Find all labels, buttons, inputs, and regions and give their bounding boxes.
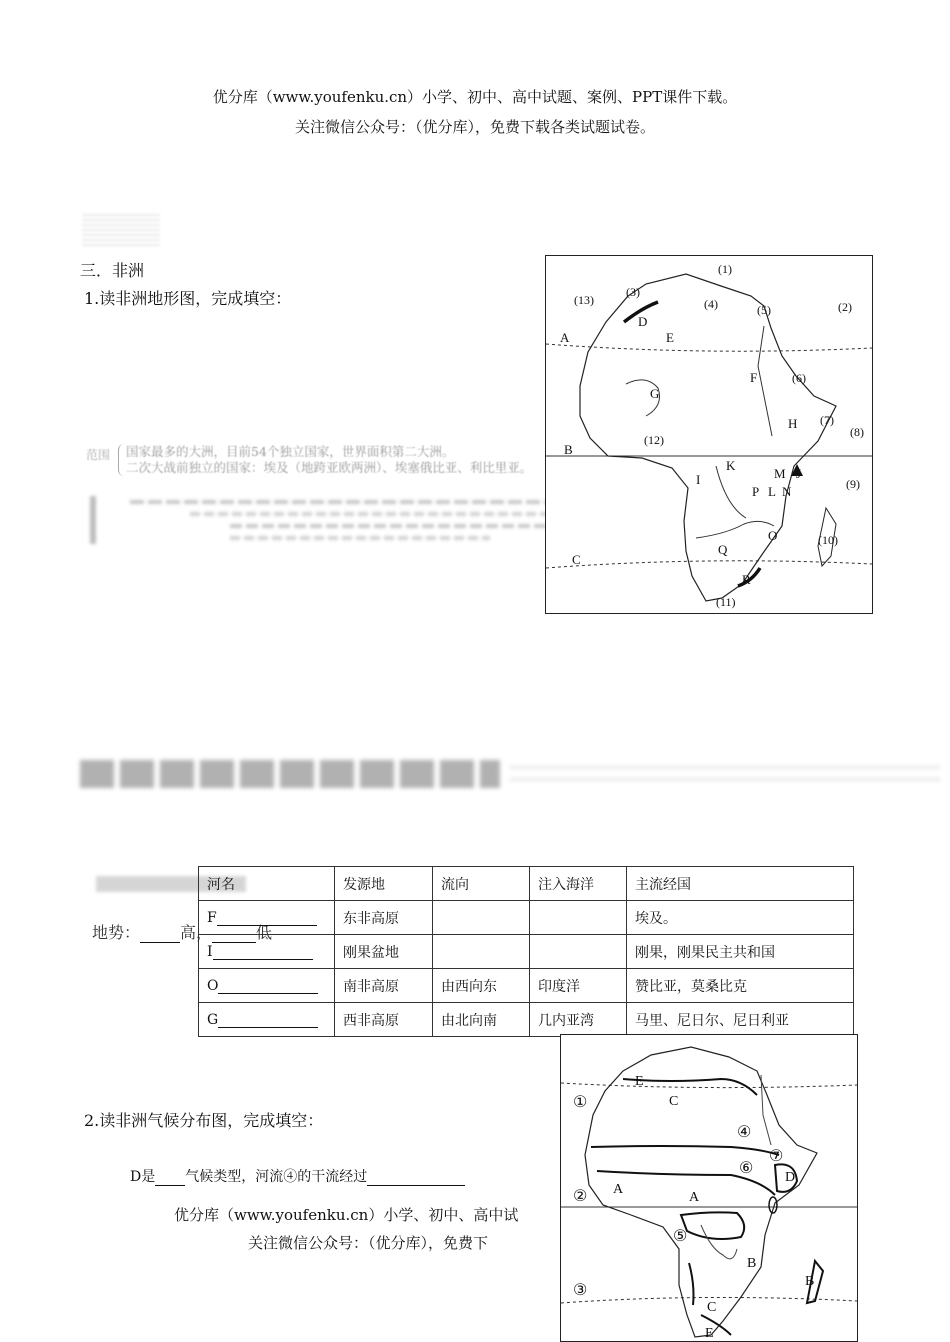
- q2-part-b: 气候类型，河流④的干流经过: [185, 1169, 368, 1185]
- scope-brace: [118, 444, 125, 476]
- map2-label-3: ③: [573, 1282, 588, 1299]
- table-row: [199, 1003, 854, 1037]
- map1-label-4: (4): [704, 297, 718, 311]
- map1-label-D: D: [638, 314, 648, 329]
- terrain-label: 地势：: [92, 923, 141, 942]
- map2-label-E2: E: [705, 1326, 714, 1341]
- map1-label-3: (3): [626, 285, 640, 299]
- map2-label-D: D: [785, 1170, 796, 1185]
- map1-label-13: (13): [574, 293, 594, 307]
- map1-label-J: J: [796, 466, 802, 481]
- river-name: G: [207, 1011, 219, 1028]
- river-direction: [433, 935, 530, 969]
- scope-line-1: 国家最多的大洲，目前54个独立国家，世界面积第二大洲。: [126, 444, 455, 459]
- river-name-cell: [199, 901, 335, 935]
- table-header-row: [199, 867, 854, 901]
- map1-label-H: H: [788, 416, 798, 431]
- map1-label-O: O: [768, 528, 778, 543]
- map2-label-5: ⑤: [673, 1228, 688, 1245]
- map2-label-A2: A: [689, 1190, 700, 1205]
- header-river-name: 河名: [199, 867, 335, 901]
- map1-label-A: A: [560, 330, 570, 345]
- table-row: [199, 969, 854, 1003]
- river-name-cell: [199, 969, 335, 1003]
- map1-label-5: (5): [757, 303, 771, 317]
- map1-label-P: P: [752, 484, 760, 499]
- map1-label-B: B: [564, 442, 573, 457]
- map1-label-6: (6): [792, 371, 806, 385]
- map2-label-6: ⑥: [739, 1160, 754, 1177]
- question-1-title: 1.读非洲地形图，完成填空：: [84, 289, 292, 308]
- river-ocean: 印度洋: [530, 969, 627, 1003]
- africa-climate-map: [560, 1034, 858, 1342]
- map1-label-N: N: [782, 484, 792, 499]
- scope-label: 范围: [86, 448, 111, 462]
- map1-label-11: (11): [716, 595, 736, 609]
- map1-label-M: M: [774, 466, 786, 481]
- map1-label-10: (10): [818, 533, 838, 547]
- faded-artifact: [82, 214, 160, 246]
- river-ocean: [530, 901, 627, 935]
- river-countries: 马里、尼日尔、尼日利亚: [627, 1003, 854, 1037]
- map2-label-A1: A: [613, 1182, 624, 1197]
- river-name-cell: [199, 935, 335, 969]
- header-countries: 主流经国: [627, 867, 854, 901]
- map1-label-1: (1): [718, 262, 732, 276]
- map1-label-9: (9): [846, 477, 860, 491]
- header-direction: 流向: [433, 867, 530, 901]
- footer-line-2: 关注微信公众号：（优分库），免费下: [248, 1234, 489, 1252]
- map2-label-B2: B: [805, 1274, 815, 1289]
- question-2-title: 2.读非洲气候分布图，完成填空：: [84, 1111, 324, 1130]
- river-source: 刚果盆地: [335, 935, 433, 969]
- table-row: [199, 935, 854, 969]
- river-ocean: [530, 935, 627, 969]
- river-source: 东非高原: [335, 901, 433, 935]
- map1-label-L: L: [768, 484, 776, 499]
- q2-part-a: D是: [130, 1169, 156, 1185]
- map2-label-B1: B: [747, 1256, 757, 1271]
- map1-label-R: R: [742, 572, 751, 587]
- terrain-high: 高，: [180, 923, 213, 942]
- question-2-sentence: [130, 1166, 465, 1186]
- map2-label-E1: E: [635, 1074, 644, 1089]
- river-table: [198, 866, 854, 1037]
- river-direction: [433, 901, 530, 935]
- map2-label-4: ④: [737, 1124, 752, 1141]
- map1-label-C: C: [572, 552, 581, 567]
- map1-label-7: (7): [820, 413, 834, 427]
- map1-label-K: K: [726, 458, 736, 473]
- river-name: O: [207, 977, 219, 994]
- header-source: 发源地: [335, 867, 433, 901]
- section-title: 三．非洲: [80, 261, 145, 280]
- river-direction: 由北向南: [433, 1003, 530, 1037]
- map2-label-1: ①: [573, 1094, 588, 1111]
- terrain-low: 低: [256, 923, 273, 942]
- table-row: [199, 901, 854, 935]
- river-source: 南非高原: [335, 969, 433, 1003]
- river-name-cell: [199, 1003, 335, 1037]
- map1-label-I: I: [696, 472, 701, 487]
- scope-line-2: 二次大战前独立的国家：埃及（地跨亚欧两洲）、埃塞俄比亚、利比里亚。: [126, 460, 533, 475]
- map2-label-7: ⑦: [769, 1148, 784, 1165]
- map1-label-12: (12): [644, 433, 664, 447]
- map1-label-E: E: [666, 330, 674, 345]
- map1-label-Q: Q: [718, 542, 728, 557]
- map1-label-2: (2): [838, 300, 852, 314]
- river-name: F: [207, 909, 217, 926]
- river-source: 西非高原: [335, 1003, 433, 1037]
- map2-label-C1: C: [669, 1094, 679, 1109]
- river-countries: 赞比亚，莫桑比克: [627, 969, 854, 1003]
- header-ocean: 注入海洋: [530, 867, 627, 901]
- map1-label-8: (8): [850, 425, 864, 439]
- footer-line-1: 优分库（www.youfenku.cn）小学、初中、高中试: [174, 1206, 519, 1224]
- river-name: I: [207, 943, 213, 960]
- river-countries: 埃及。: [627, 901, 854, 935]
- map1-label-G: G: [650, 386, 660, 401]
- header-line-2: 关注微信公众号：（优分库），免费下载各类试题试卷。: [294, 118, 655, 136]
- river-ocean: 几内亚湾: [530, 1003, 627, 1037]
- africa-terrain-map: [545, 255, 873, 614]
- map2-label-2: ②: [573, 1188, 588, 1205]
- blurred-heading-bar: [80, 760, 940, 788]
- map2-label-C2: C: [707, 1300, 717, 1315]
- river-direction: 由西向东: [433, 969, 530, 1003]
- river-countries: 刚果，刚果民主共和国: [627, 935, 854, 969]
- map1-label-F: F: [750, 370, 758, 385]
- header-line-1: 优分库（www.youfenku.cn）小学、初中、高中试题、案例、PPT课件下载。: [212, 88, 738, 106]
